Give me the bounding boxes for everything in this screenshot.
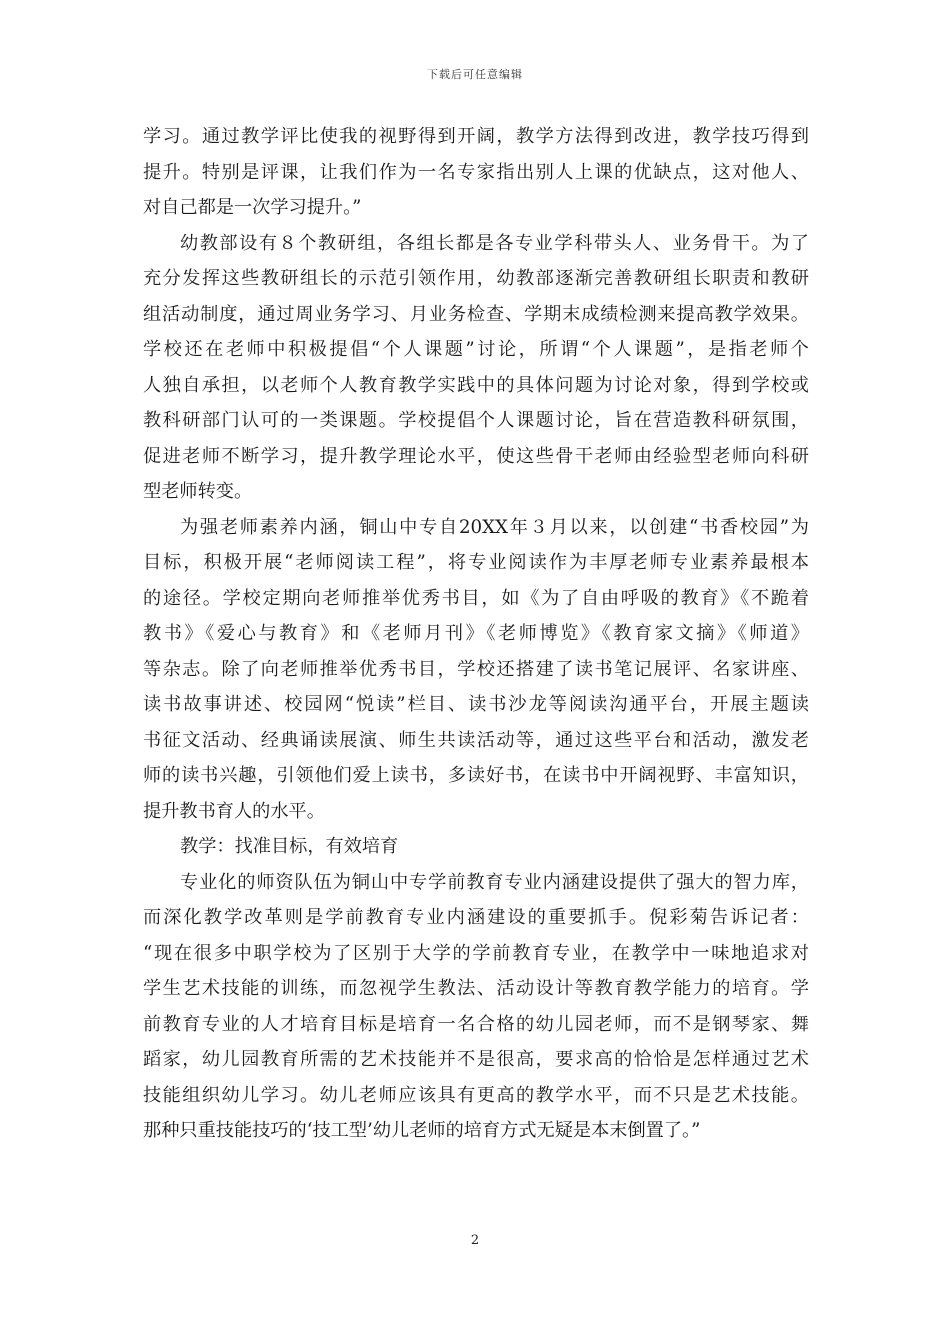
text-line: 人独自承担，以老师个人教育教学实践中的具体问题为讨论对象，得到学校或: [143, 374, 809, 396]
text-line: 组活动制度，通过周业务学习、月业务检查、学期末成绩检测来提高教学效果。: [143, 303, 809, 325]
text-line: 而深化教学改革则是学前教育专业内涵建设的重要抓手。倪彩菊告诉记者：: [143, 907, 809, 928]
text-line: 教书》《爱心与教育》和《老师月刊》《老师博览》《教育家文摘》《师道》: [143, 623, 809, 644]
text-line: 蹈家，幼儿园教育所需的艺术技能并不是很高，要求高的恰恰是怎样通过艺术: [143, 1049, 809, 1070]
text-line: 学校还在老师中积极提倡“个人课题”讨论，所谓“个人课题”，是指老师个: [143, 339, 809, 360]
page-header: 下载后可任意编辑: [427, 68, 523, 81]
text-line: 书征文活动、经典诵读展演、师生共读活动等，通过这些平台和活动，激发老: [143, 729, 809, 751]
text-line: “现在很多中职学校为了区别于大学的学前教育专业，在教学中一味地追求对: [143, 942, 809, 964]
text-line: 促进老师不断学习，提升教学理论水平，使这些骨干老师由经验型老师向科研: [143, 445, 809, 467]
text-line: 专业化的师资队伍为铜山中专学前教育专业内涵建设提供了强大的智力库，: [180, 871, 809, 893]
text-line: 教科研部门认可的一类课题。学校提倡个人课题讨论，旨在营造教科研氛围，: [143, 410, 809, 431]
text-line: 提升。特别是评课，让我们作为一名专家指出别人上课的优缺点，这对他人、: [143, 161, 809, 183]
text-line: 前教育专业的人才培育目标是培育一名合格的幼儿园老师，而不是钢琴家、舞: [143, 1013, 809, 1035]
text-line: 提升教书育人的水平。: [143, 800, 325, 822]
page-number: 2: [470, 1233, 480, 1248]
text-line: 的途径。学校定期向老师推举优秀书目，如《为了自由呼吸的教育》《不跪着: [143, 587, 809, 609]
text-line: 对自己都是一次学习提升。”: [143, 197, 362, 218]
text-line: 目标，积极开展“老师阅读工程”，将专业阅读作为丰厚老师专业素养最根本: [143, 552, 809, 573]
text-line: 型老师转变。: [143, 481, 253, 502]
text-line: 那种只重技能技巧的‘技工型’幼儿老师的培育方式无疑是本末倒置了。”: [143, 1120, 701, 1141]
text-line: 等杂志。除了向老师推举优秀书目，学校还搭建了读书笔记展评、名家讲座、: [143, 658, 809, 680]
text-line: 学习。通过教学评比使我的视野得到开阔，教学方法得到改进，教学技巧得到: [143, 126, 809, 147]
text-line: 充分发挥这些教研组长的示范引领作用，幼教部逐渐完善教研组长职责和教研: [143, 268, 809, 289]
text-line: 师的读书兴趣，引领他们爱上读书，多读好书，在读书中开阔视野、丰富知识，: [143, 765, 809, 786]
text-line: 幼教部设有８个教研组，各组长都是各专业学科带头人、业务骨干。为了: [180, 232, 809, 254]
text-line: 学生艺术技能的训练，而忽视学生教法、活动设计等教育教学能力的培育。学: [143, 978, 809, 999]
document-body: [143, 119, 809, 1149]
text-line: 为强老师素养内涵，铜山中专自20XX年３月以来，以创建“书香校园”为: [180, 516, 809, 538]
text-line: 技能组织幼儿学习。幼儿老师应该具有更高的教学水平，而不只是艺术技能。: [143, 1084, 809, 1106]
text-line: 读书故事讲述、校园网“悦读”栏目、读书沙龙等阅读沟通平台，开展主题读: [143, 694, 809, 715]
section-heading: 教学：找准目标，有效培育: [180, 836, 399, 857]
